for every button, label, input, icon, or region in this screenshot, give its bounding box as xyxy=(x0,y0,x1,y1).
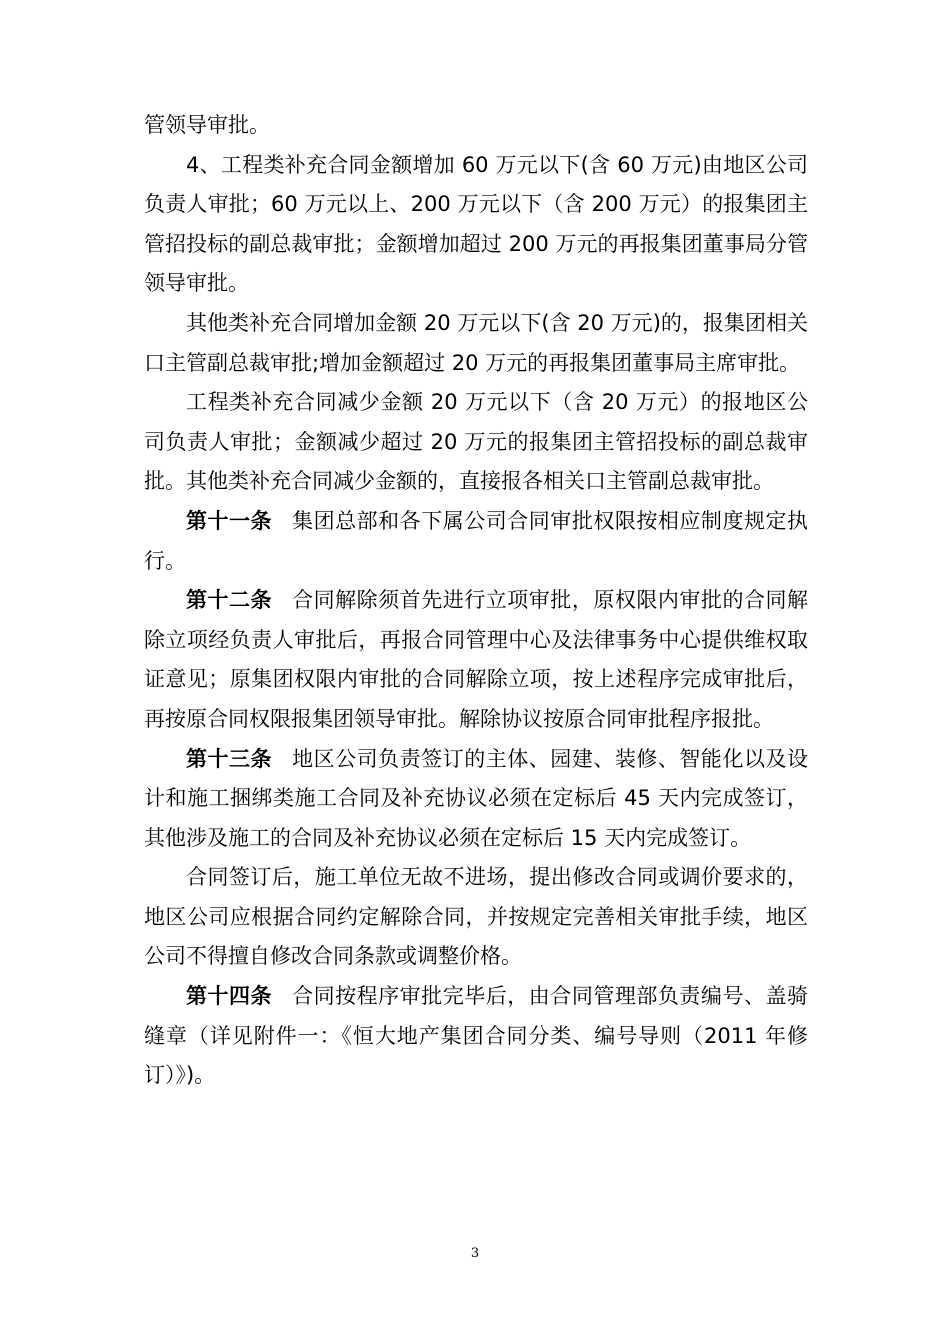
article-13 xyxy=(144,740,808,859)
article-11-title: 第十一条 xyxy=(186,508,273,533)
article-11-text: 集团总部和各下属公司合同审批权限按相应制度规定执行。 xyxy=(144,508,809,573)
article-14 xyxy=(144,977,808,1096)
article-11 xyxy=(144,502,808,581)
paragraph-decrease: 工程类补充合同减少金额 20 万元以下（含 20 万元）的报地区公司负责人审批；金额减少超过 20 万元的报集团主管招投标的副总裁审批。其他类补充合同减少金额的，直接报各相关口主管副总裁审批。 xyxy=(144,390,808,494)
paragraph-contract-signing: 合同签订后，施工单位无故不进场，提出修改合同或调价要求的，地区公司应根据合同约定解除合同，并按规定完善相关审批手续，地区公司不得擅自修改合同条款或调整价格。 xyxy=(144,865,808,969)
article-12-text: 合同解除须首先进行立项审批，原权限内审批的合同解除立项经负责人审批后，再报合同管理中心及法律事务中心提供维权取证意见；原集团权限内审批的合同解除立项，按上述程序完成审批后，再按原合同权限报集团领导审批。解除协议按原合同审批程序报批。 xyxy=(144,588,809,731)
article-14-title: 第十四条 xyxy=(186,984,273,1009)
document-body xyxy=(144,106,808,1096)
article-13-title: 第十三条 xyxy=(186,746,273,771)
paragraph-other-increase: 其他类补充合同增加金额 20 万元以下(含 20 万元)的，报集团相关口主管副总裁审批;增加金额超过 20 万元的再报集团董事局主席审批。 xyxy=(144,310,808,375)
article-12-title: 第十二条 xyxy=(186,588,273,613)
article-14-text: 合同按程序审批完毕后，由合同管理部负责编号、盖骑缝章（详见附件一：《恒大地产集团合同分类、编号导则（2011 年修订）》)。 xyxy=(144,984,809,1088)
page-number: 3 xyxy=(470,1246,480,1261)
paragraph-item-4: 4、工程类补充合同金额增加 60 万元以下(含 60 万元)由地区公司负责人审批；60 万元以上、200 万元以下（含 200 万元）的报集团主管招投标的副总裁审批；金额增加超过 200 万元的再报集团董事局分管领导审批。 xyxy=(144,152,808,296)
paragraph-continuation: 管领导审批。 xyxy=(144,113,270,137)
article-13-text: 地区公司负责签订的主体、园建、装修、智能化以及设计和施工捆绑类施工合同及补充协议必须在定标后 45 天内完成签订，其他涉及施工的合同及补充协议必须在定标后 15 天内完成签订。 xyxy=(144,746,809,850)
article-12 xyxy=(144,581,808,739)
